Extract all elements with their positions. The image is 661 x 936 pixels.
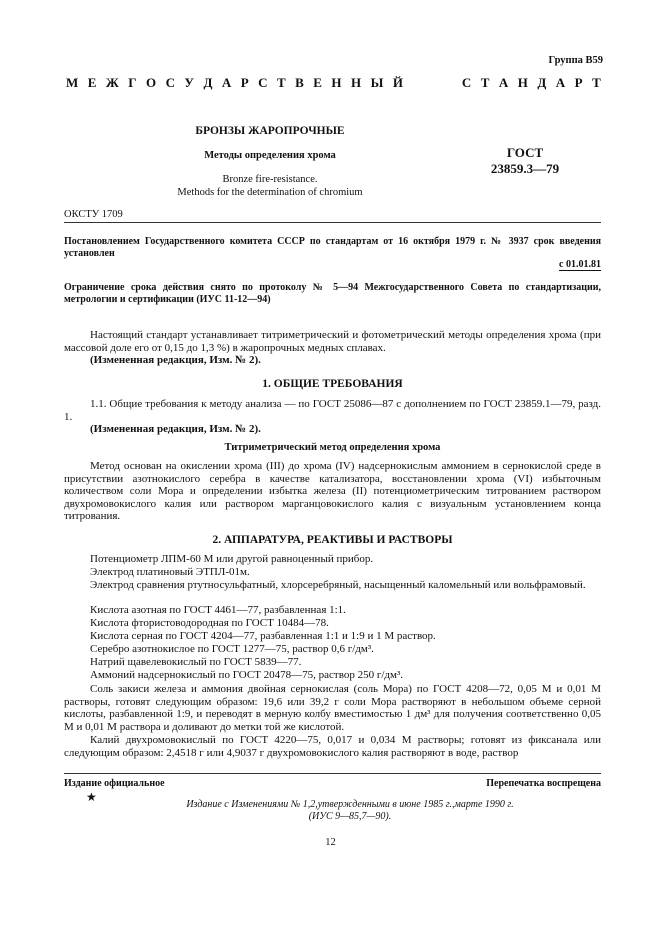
method-description: Метод основан на окислении хрома (III) до хрома (IV) надсернокислым аммонием в сернокислой среде в присутствии азотнокислого серебра в качестве катализатора, восстановлении хрома (VI) избыточным количеством соли Мора и определении избытка железа (II) потенциометрическим титрованием раствором двухромовокислого калия или раствором марганцовокислого калия с визуальным установлением конца титрования.: [64, 460, 601, 522]
reagent-item: Кислота серная по ГОСТ 4204—77, разбавленная 1:1 и 1:9 и 1 М раствор.: [90, 630, 436, 642]
banner-gap: [412, 75, 452, 91]
banner-letter: Ж: [105, 75, 119, 90]
banner-letter: Т: [277, 75, 286, 90]
effective-date: с 01.01.81: [559, 259, 601, 270]
gost-number: [470, 145, 580, 177]
banner-letter: Н: [351, 75, 362, 90]
reprint-prohibited-label: Перепечатка воспрещена: [486, 778, 601, 789]
edition-note: [110, 799, 590, 823]
banner-letter: С: [258, 75, 268, 90]
footer-divider: [64, 773, 601, 774]
group-code: Группа В59: [548, 55, 603, 66]
gost-label: ГОСТ: [506, 145, 544, 160]
intro-revision: (Измененная редакция, Изм. № 2).: [90, 354, 261, 366]
section-1-heading: 1. ОБЩИЕ ТРЕБОВАНИЯ: [262, 378, 403, 390]
reagent-item: Кислота фтористоводородная по ГОСТ 10484—78.: [90, 617, 329, 629]
divider: [64, 222, 601, 223]
section-1-text: 1.1. Общие требования к методу анализа — по ГОСТ 25086—87 с дополнением по ГОСТ 23859.1—79, разд. 1.: [64, 398, 601, 423]
banner-letter: У: [184, 75, 194, 90]
edition-note-line1: Издание с Изменениями № 1,2,утвержденными в июне 1985 г.,марте 1990 г.: [186, 799, 514, 810]
banner-letter: Г: [128, 75, 137, 90]
document-subtitle: Методы определения хрома: [204, 150, 336, 161]
banner-letter: Ы: [370, 75, 384, 90]
banner-letter: Е: [313, 75, 322, 90]
intro-paragraph: Настоящий стандарт устанавливает титриметрический и фотометрический методы определения хрома (при массовой доле его от 0,15 до 1,3 %) в жаропрочных медных сплавах.: [64, 329, 601, 354]
banner-letter: В: [295, 75, 304, 90]
reagent-item: Аммоний надсернокислый по ГОСТ 20478—75, раствор 250 г/дм³.: [90, 669, 404, 681]
banner-letter: С: [165, 75, 175, 90]
official-edition-label: Издание официальное: [64, 778, 165, 789]
banner-letter: Е: [87, 75, 97, 90]
decree-text: Постановлением Государственного комитета СССР по стандартам от 16 октября 1979 г. № 3937 срок введения установлен: [64, 236, 601, 259]
banner-letter: Р: [574, 75, 583, 90]
star-icon: ★: [86, 790, 97, 804]
english-title: [130, 173, 410, 199]
banner-letter: Р: [240, 75, 249, 90]
banner-letter: Т: [592, 75, 601, 90]
document-title: БРОНЗЫ ЖАРОПРОЧНЫЕ: [195, 125, 345, 137]
banner-letter: Д: [537, 75, 547, 90]
reagent-item: Калий двухромовокислый по ГОСТ 4220—75, 0,017 и 0,034 М растворы; готовят из фиксанала или следующим образом: 2,4518 г или 4,9037 г двухромовокислого калия растворяют в воде, раствор: [64, 734, 601, 759]
english-title-line2: Methods for the determination of chromium: [177, 187, 363, 198]
banner-letter: А: [555, 75, 566, 90]
okstu-code: ОКСТУ 1709: [64, 209, 123, 220]
reagent-item: Натрий щавелевокислый по ГОСТ 5839—77.: [90, 656, 302, 668]
banner-letter: Т: [480, 75, 490, 90]
reagent-item: Серебро азотнокислое по ГОСТ 1277—75, раствор 0,6 г/дм³.: [90, 643, 374, 655]
english-title-line1: Bronze fire-resistance.: [222, 174, 318, 185]
section-2-heading: 2. АППАРАТУРА, РЕАКТИВЫ И РАСТВОРЫ: [212, 534, 453, 546]
limitation-text: Ограничение срока действия снято по протоколу № 5—94 Межгосударственного Совета по стандартизации, метрологии и сертификации (ИУС 11-12—94): [64, 282, 601, 305]
section-1-revision: (Измененная редакция, Изм. № 2).: [90, 423, 261, 435]
banner-letter: А: [498, 75, 509, 90]
reagent-item: Электрод сравнения ртутносульфатный, хлорсеребряный, насыщенный каломельный или вольфрамовый.: [90, 579, 586, 591]
banner-letter: О: [145, 75, 157, 90]
banner-letter: С: [461, 75, 472, 90]
gost-code: 23859.3—79: [490, 161, 560, 176]
banner-letter: Й: [392, 75, 403, 90]
page-number: 12: [325, 837, 336, 848]
banner-letter: Н: [517, 75, 528, 90]
banner-letter: Н: [331, 75, 342, 90]
titrimetric-method-heading: Титриметрический метод определения хрома: [224, 442, 441, 453]
reagent-item: Кислота азотная по ГОСТ 4461—77, разбавленная 1:1.: [90, 604, 346, 616]
banner-letter: А: [221, 75, 232, 90]
banner-letter: М: [66, 75, 79, 90]
banner-letter: Д: [203, 75, 213, 90]
reagent-item: Потенциометр ЛПМ-60 М или другой равноценный прибор.: [90, 553, 374, 565]
reagent-item: Электрод платиновый ЭТПЛ-01м.: [90, 566, 250, 578]
edition-note-line2: (ИУС 9—85,7—90).: [308, 811, 392, 822]
interstate-standard-banner: [66, 75, 601, 91]
reagent-item: Соль закиси железа и аммония двойная сернокислая (соль Мора) по ГОСТ 4208—72, 0,05 М и 0,01 М растворы, готовят следующим образом: 19,6 или 39,2 г соли Мора растворяют в небольшом объеме серной кислоты, разбавленной 1:9, и переводят в мерную колбу вместимостью 1 дм³ для получения соответственно 0,05 М и 0,01 М раствора и доливают до метки той же кислотой.: [64, 683, 601, 733]
